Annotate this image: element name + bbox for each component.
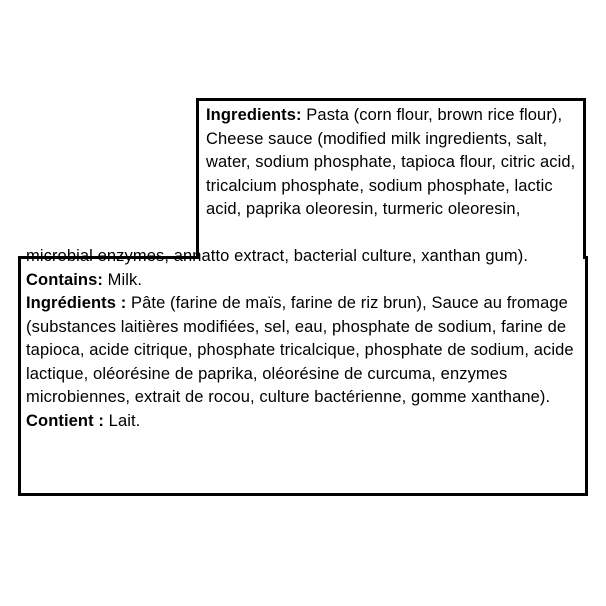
french-contains-label: Contient : — [26, 411, 104, 430]
english-ingredients-paragraph — [206, 104, 578, 222]
english-ingredients-label: Ingredients: — [206, 106, 302, 124]
french-ingredients-line — [26, 292, 580, 410]
english-ingredients-opening — [206, 104, 578, 222]
french-contains-line — [26, 410, 580, 434]
english-contains-line — [26, 269, 580, 293]
label-text-continuation — [26, 245, 580, 433]
english-ingredients-text-part2: microbial enzymes, annatto extract, bacterial culture, xanthan gum). — [26, 247, 529, 265]
english-contains-value: Milk. — [102, 270, 143, 289]
french-ingredients-label: Ingrédients : — [26, 294, 127, 312]
english-contains-label: Contains: — [26, 270, 103, 289]
french-ingredients-value: Pâte (farine de maïs, farine de riz brun), Sauce au fromage (substances laitières modifiées, sel, eau, phosphate de sodium, farine de tapioca, acide citrique, phosphate tricalcique, phosphate de sodium, acide lactique, oléorésine de paprika, oléorésine de curcuma, enzymes microbiennes, extrait de rocou, culture bactérienne, gomme xanthane). — [26, 294, 574, 406]
english-ingredients-text-part1: Pasta (corn flour, brown rice flour), Cheese sauce (modified milk ingredients, salt, water, sodium phosphate, tapioca flour, citric acid, tricalcium phosphate, sodium phosphate, lactic acid, paprika oleoresin, turmeric oleoresin, — [206, 106, 576, 218]
french-contains-value: Lait. — [103, 411, 141, 430]
